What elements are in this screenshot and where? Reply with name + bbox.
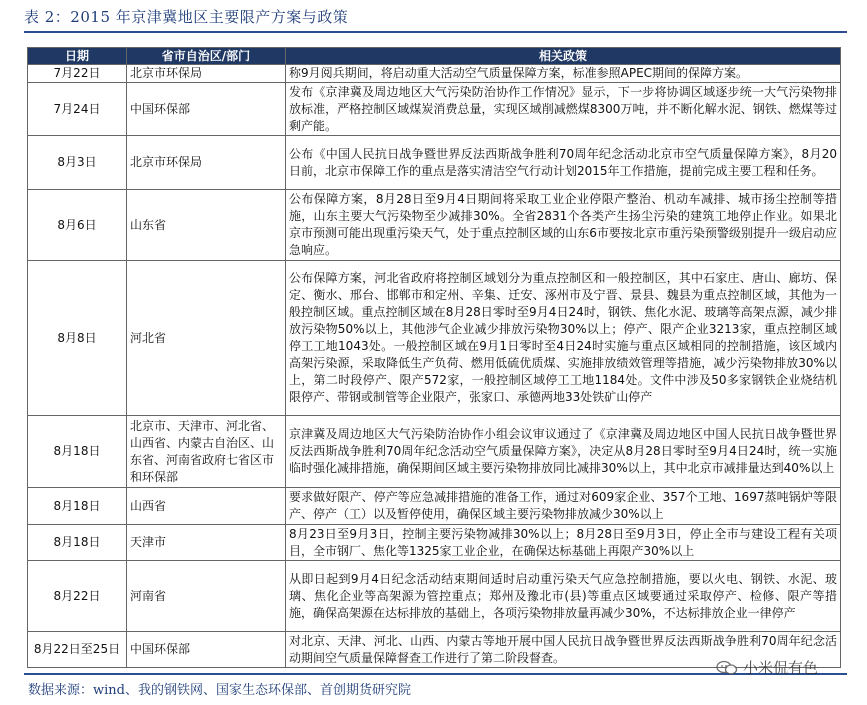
table-row [28,561,841,632]
watermark [716,657,818,678]
cell-dept: 河南省 [127,561,286,632]
cell-policy: 对北京、天津、河北、山西、内蒙古等地开展中国人民抗日战争暨世界反法西斯战争胜利70周年纪念活动期间空气质量保障督查工作进行了第二阶段督查。 [286,632,841,668]
cell-date: 7月22日 [28,65,127,83]
table-row [28,488,841,525]
table-row [28,83,841,136]
cell-date: 8月18日 [28,488,127,525]
cell-policy: 从即日起到9月4日纪念活动结束期间适时启动重污染天气应急控制措施，要以火电、钢铁、水泥、玻璃、焦化企业等高架源为管控重点；郑州及豫北市(县)等重点区域要通过采取停产、检修、限产等措施，确保高架源在达标排放的基础上，各项污染物排放量再减少30%，不达标排放企业一律停产 [286,561,841,632]
cell-date: 8月3日 [28,136,127,190]
cell-dept: 中国环保部 [127,83,286,136]
cell-policy: 称9月阅兵期间，将启动重大活动空气质量保障方案，标准参照APEC期间的保障方案。 [286,65,841,83]
cell-date: 8月18日 [28,525,127,561]
cell-policy: 8月23日至9月3日，控制主要污染物减排30%以上；8月28日至9月3日，停止全市与建设工程有关项目，全市钢厂、焦化等1325家工业企业，在确保达标基础上再限产30%以上 [286,525,841,561]
table-row [28,136,841,190]
policy-table [27,47,841,668]
data-source-note: 数据来源：wind、我的钢铁网、国家生态环保部、首创期货研究院 [28,683,411,698]
table-title: 表 2：2015 年京津冀地区主要限产方案与政策 [24,8,349,26]
table-header-row [28,48,841,65]
cell-date: 8月8日 [28,261,127,416]
table-row [28,416,841,488]
cell-dept: 北京市环保局 [127,136,286,190]
cell-dept: 山东省 [127,190,286,261]
title-divider [24,31,847,33]
cell-policy: 公布保障方案，8月28日至9月4日期间将采取工业企业停限产整治、机动车减排、城市扬尘控制等措施，山东主要大气污染物至少减排30%。全省2831个各类产生扬尘污染的建筑工地停止作业。如果北京市预测可能出现重污染天气，处于重点控制区域的山东6市要按北京市重污染预警级别提升一级启动应急响应。 [286,190,841,261]
cell-date: 8月22日 [28,561,127,632]
cell-policy: 公布保障方案，河北省政府将控制区域划分为重点控制区和一般控制区，其中石家庄、唐山、廊坊、保定、衡水、邢台、邯郸市和定州、辛集、迁安、涿州市及宁晋、景县、魏县为重点控制区域，其他为一般控制区域。重点控制区域在8月28日零时至9月4日24时，钢铁、焦化水泥、玻璃等高架点源，减少排放污染物50%以上，其他涉气企业减少排放污染物30%以上；停产、限产企业3213家，重点控制区域停工工地1043处。一般控制区域在9月1日零时至4日24时实施与重点区域相同的控制措施，该区域内高架污染源，采取降低生产负荷、燃用低硫优质煤、实施排放绩效管理等措施，减少污染物排放30%以上，第二时段停产、限产572家，一般控制区域停工工地1184处。文件中涉及50多家钢铁企业烧结机限停产、带钢或制管等企业限产，张家口、承德两地33处铁矿山停产 [286,261,841,416]
table-row [28,190,841,261]
cell-date: 7月24日 [28,83,127,136]
header-dept: 省市自治区/部门 [127,48,286,65]
cell-policy: 公布《中国人民抗日战争暨世界反法西斯战争胜利70周年纪念活动北京市空气质量保障方案》，8月20日前，北京市保障工作的重点是落实清洁空气行动计划2015年工作措施，提前完成主要工程和任务。 [286,136,841,190]
watermark-text: 小米侃有色 [743,659,819,677]
cell-date: 8月6日 [28,190,127,261]
table-row [28,261,841,416]
table-row [28,65,841,83]
header-policy: 相关政策 [286,48,841,65]
cell-dept: 北京市、天津市、河北省、山西省、内蒙古自治区、山东省、河南省政府七省区市和环保部 [127,416,286,488]
table-row [28,525,841,561]
cell-dept: 北京市环保局 [127,65,286,83]
cell-policy: 京津冀及周边地区大气污染防治协作小组会议审议通过了《京津冀及周边地区中国人民抗日战争暨世界反法西斯战争胜利70周年纪念活动空气质量保障方案》，决定从8月28日零时至9月4日24时，统一实施临时强化减排措施，确保期间区域主要污染物排放同比减排30%以上，其中北京市减排量达到40%以上 [286,416,841,488]
cell-date: 8月22日至25日 [28,632,127,668]
cell-dept: 山西省 [127,488,286,525]
cell-policy: 要求做好限产、停产等应急减排措施的准备工作，通过对609家企业、357个工地、1697蒸吨锅炉等限产、停产（工）以及暂停使用，确保区域主要污染物排放减少30%以上 [286,488,841,525]
cell-dept: 河北省 [127,261,286,416]
wechat-icon [716,660,738,676]
cell-policy: 发布《京津冀及周边地区大气污染防治协作工作情况》显示，下一步将协调区域逐步统一大气污染物排放标准，严格控制区域煤炭消费总量，实现区域削减燃煤8300万吨，并不断化解水泥、钢铁、燃煤等过剩产能。 [286,83,841,136]
cell-dept: 中国环保部 [127,632,286,668]
header-date: 日期 [28,48,127,65]
cell-date: 8月18日 [28,416,127,488]
cell-dept: 天津市 [127,525,286,561]
